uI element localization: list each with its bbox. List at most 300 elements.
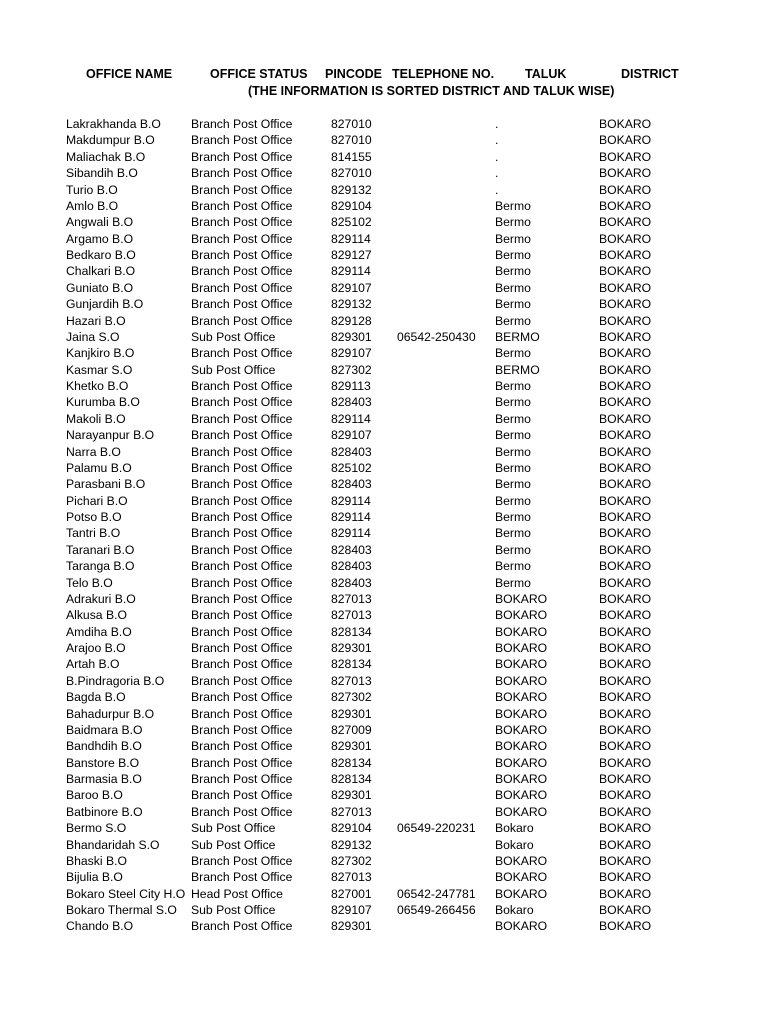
table-row (0, 427, 768, 443)
cell-district: BOKARO (599, 591, 652, 606)
cell-name: Taranari B.O (66, 542, 135, 557)
cell-name: Kasmar S.O (66, 362, 133, 377)
cell-name: Tantri B.O (66, 526, 121, 541)
cell-pin: 827009 (331, 722, 372, 737)
table-row (0, 280, 768, 296)
table-row (0, 656, 768, 672)
header-pincode: PINCODE (325, 67, 382, 81)
cell-taluk: BOKARO (495, 624, 548, 639)
office-table (0, 116, 768, 935)
cell-district: BOKARO (599, 722, 652, 737)
cell-name: Guniato B.O (66, 280, 134, 295)
cell-pin: 829104 (331, 198, 372, 213)
cell-pin: 829301 (331, 919, 372, 934)
cell-pin: 829107 (331, 346, 372, 361)
cell-tel: 06549-220231 (397, 821, 476, 836)
table-row (0, 706, 768, 722)
cell-pin: 827013 (331, 608, 372, 623)
cell-status: Sub Post Office (191, 837, 276, 852)
cell-status: Sub Post Office (191, 362, 276, 377)
cell-pin: 827001 (331, 886, 372, 901)
cell-district: BOKARO (599, 395, 652, 410)
cell-status: Branch Post Office (191, 788, 293, 803)
cell-pin: 829114 (331, 526, 371, 541)
cell-name: Arajoo B.O (66, 641, 126, 655)
cell-pin: 829114 (331, 231, 371, 246)
cell-district: BOKARO (599, 804, 652, 819)
cell-district: BOKARO (599, 460, 652, 475)
table-row (0, 132, 768, 148)
cell-name: Bokaro Steel City H.O (66, 886, 186, 901)
cell-status: Branch Post Office (191, 477, 293, 492)
cell-taluk: BOKARO (495, 853, 548, 868)
table-row (0, 771, 768, 787)
cell-taluk: Bermo (495, 264, 531, 279)
table-row (0, 263, 768, 279)
cell-taluk: Bermo (495, 198, 531, 213)
cell-taluk: Bermo (495, 575, 531, 590)
table-row (0, 231, 768, 247)
cell-taluk: . (495, 133, 499, 148)
table-row (0, 558, 768, 574)
cell-district: BOKARO (599, 641, 652, 655)
cell-name: Angwali B.O (66, 215, 134, 230)
cell-taluk: Bermo (495, 280, 531, 295)
table-row (0, 624, 768, 640)
cell-name: Barmasia B.O (66, 772, 142, 786)
cell-district: BOKARO (599, 493, 652, 508)
cell-district: BOKARO (599, 510, 652, 524)
cell-taluk: BOKARO (495, 641, 548, 655)
cell-name: Baidmara B.O (66, 722, 143, 737)
cell-taluk: . (495, 149, 499, 164)
cell-status: Branch Post Office (191, 460, 293, 475)
cell-district: BOKARO (599, 542, 652, 557)
cell-pin: 828403 (331, 477, 372, 492)
table-row (0, 820, 768, 836)
cell-name: Bandhdih B.O (66, 739, 142, 754)
cell-pin: 828134 (331, 755, 372, 770)
cell-status: Branch Post Office (191, 624, 293, 639)
cell-name: Jaina S.O (66, 329, 120, 344)
cell-name: Amlo B.O (66, 198, 119, 213)
cell-pin: 829114 (331, 264, 371, 279)
cell-pin: 827013 (331, 591, 372, 606)
cell-taluk: BOKARO (495, 657, 548, 672)
cell-name: Narra B.O (66, 444, 121, 459)
cell-taluk: Bermo (495, 313, 531, 328)
cell-name: Maliachak B.O (66, 149, 146, 164)
cell-pin: 829132 (331, 297, 372, 312)
table-row (0, 444, 768, 460)
cell-pin: 829301 (331, 706, 372, 721)
cell-taluk: BOKARO (495, 739, 548, 754)
cell-taluk: BERMO (495, 362, 540, 377)
cell-status: Branch Post Office (191, 493, 293, 508)
cell-pin: 828403 (331, 542, 372, 557)
cell-district: BOKARO (599, 346, 652, 361)
cell-district: BOKARO (599, 362, 652, 377)
cell-district: BOKARO (599, 739, 652, 754)
cell-name: Bokaro Thermal S.O (66, 903, 177, 917)
cell-district: BOKARO (599, 379, 652, 393)
cell-name: Bijulia B.O (66, 870, 123, 885)
cell-status: Branch Post Office (191, 379, 293, 393)
cell-district: BOKARO (599, 755, 652, 770)
cell-taluk: Bermo (495, 428, 531, 443)
cell-district: BOKARO (599, 477, 652, 492)
table-row (0, 378, 768, 394)
cell-district: BOKARO (599, 837, 652, 852)
cell-taluk: Bokaro (495, 837, 534, 852)
table-row (0, 460, 768, 476)
cell-pin: 827302 (331, 690, 372, 705)
cell-district: BOKARO (599, 411, 652, 426)
cell-name: Bedkaro B.O (66, 248, 136, 262)
cell-name: Argamo B.O (66, 231, 134, 246)
table-row (0, 918, 768, 934)
cell-status: Branch Post Office (191, 608, 293, 623)
cell-pin: 827302 (331, 853, 372, 868)
cell-pin: 827010 (331, 117, 372, 131)
cell-pin: 827013 (331, 870, 372, 885)
cell-name: Palamu B.O (66, 460, 132, 475)
cell-taluk: Bermo (495, 526, 531, 541)
cell-status: Branch Post Office (191, 575, 293, 590)
cell-status: Branch Post Office (191, 182, 293, 197)
cell-pin: 828134 (331, 624, 372, 639)
cell-taluk: BOKARO (495, 886, 548, 901)
cell-name: Chando B.O (66, 919, 134, 934)
cell-status: Branch Post Office (191, 264, 293, 279)
cell-district: BOKARO (599, 526, 652, 541)
cell-taluk: BOKARO (495, 755, 548, 770)
header-district: DISTRICT (621, 67, 679, 81)
cell-district: BOKARO (599, 329, 652, 344)
cell-status: Branch Post Office (191, 428, 293, 443)
cell-status: Branch Post Office (191, 346, 293, 361)
cell-district: BOKARO (599, 706, 652, 721)
cell-status: Branch Post Office (191, 739, 293, 754)
cell-taluk: BOKARO (495, 788, 548, 803)
cell-status: Branch Post Office (191, 411, 293, 426)
table-row (0, 394, 768, 410)
table-row (0, 362, 768, 378)
cell-name: Kanjkiro B.O (66, 346, 135, 361)
cell-pin: 814155 (331, 149, 372, 164)
cell-taluk: BOKARO (495, 804, 548, 819)
cell-pin: 829301 (331, 641, 372, 655)
cell-taluk: Bermo (495, 297, 531, 312)
cell-taluk: Bermo (495, 346, 531, 361)
cell-status: Branch Post Office (191, 297, 293, 312)
cell-district: BOKARO (599, 788, 652, 803)
cell-pin: 829132 (331, 837, 372, 852)
table-row (0, 837, 768, 853)
cell-taluk: Bermo (495, 510, 531, 524)
cell-district: BOKARO (599, 117, 652, 131)
cell-pin: 829301 (331, 788, 372, 803)
cell-pin: 829114 (331, 411, 371, 426)
cell-status: Branch Post Office (191, 231, 293, 246)
cell-name: Turio B.O (66, 182, 118, 197)
cell-status: Branch Post Office (191, 690, 293, 705)
cell-name: Baroo B.O (66, 788, 123, 803)
cell-district: BOKARO (599, 657, 652, 672)
cell-status: Branch Post Office (191, 722, 293, 737)
cell-name: B.Pindragoria B.O (66, 673, 165, 688)
table-row (0, 640, 768, 656)
cell-district: BOKARO (599, 624, 652, 639)
cell-pin: 829104 (331, 821, 372, 836)
cell-name: Bhandaridah S.O (66, 837, 160, 852)
table-row (0, 722, 768, 738)
cell-pin: 827013 (331, 804, 372, 819)
cell-status: Branch Post Office (191, 804, 293, 819)
table-row (0, 296, 768, 312)
cell-status: Branch Post Office (191, 395, 293, 410)
cell-district: BOKARO (599, 248, 652, 262)
cell-taluk: . (495, 182, 499, 197)
cell-taluk: Bokaro (495, 903, 534, 917)
cell-name: Sibandih B.O (66, 166, 138, 181)
cell-taluk: Bermo (495, 559, 531, 574)
cell-district: BOKARO (599, 870, 652, 885)
table-row (0, 345, 768, 361)
cell-taluk: BOKARO (495, 673, 548, 688)
header-telephone: TELEPHONE NO. (392, 67, 495, 81)
cell-status: Branch Post Office (191, 313, 293, 328)
cell-taluk: Bermo (495, 411, 531, 426)
cell-district: BOKARO (599, 182, 652, 197)
cell-taluk: BERMO (495, 329, 540, 344)
cell-status: Branch Post Office (191, 870, 293, 885)
cell-name: Taranga B.O (66, 559, 135, 574)
cell-name: Lakrakhanda B.O (66, 117, 161, 131)
cell-status: Branch Post Office (191, 755, 293, 770)
table-row (0, 886, 768, 902)
cell-district: BOKARO (599, 608, 652, 623)
cell-pin: 827302 (331, 362, 372, 377)
cell-pin: 829128 (331, 313, 372, 328)
cell-district: BOKARO (599, 575, 652, 590)
cell-pin: 828134 (331, 772, 372, 786)
cell-pin: 828403 (331, 559, 372, 574)
cell-name: Bhaski B.O (66, 853, 127, 868)
header-taluk: TALUK (525, 67, 567, 81)
table-header (0, 67, 768, 84)
cell-district: BOKARO (599, 444, 652, 459)
table-row (0, 525, 768, 541)
cell-taluk: BOKARO (495, 690, 548, 705)
cell-district: BOKARO (599, 821, 652, 836)
cell-status: Sub Post Office (191, 903, 276, 917)
cell-district: BOKARO (599, 297, 652, 312)
cell-status: Branch Post Office (191, 248, 293, 262)
cell-name: Telo B.O (66, 575, 113, 590)
table-row (0, 411, 768, 427)
table-row (0, 607, 768, 623)
cell-district: BOKARO (599, 264, 652, 279)
cell-name: Khetko B.O (66, 379, 129, 393)
cell-taluk: . (495, 117, 499, 131)
cell-taluk: BOKARO (495, 608, 548, 623)
cell-name: Adrakuri B.O (66, 591, 136, 606)
cell-status: Branch Post Office (191, 444, 293, 459)
table-row (0, 214, 768, 230)
cell-taluk: Bermo (495, 248, 531, 262)
cell-taluk: Bokaro (495, 821, 534, 836)
header-office-status: OFFICE STATUS (210, 67, 308, 81)
cell-taluk: BOKARO (495, 591, 548, 606)
cell-name: Chalkari B.O (66, 264, 136, 279)
cell-district: BOKARO (599, 559, 652, 574)
cell-status: Branch Post Office (191, 919, 293, 934)
cell-status: Branch Post Office (191, 117, 293, 131)
cell-taluk: Bermo (495, 542, 531, 557)
table-row (0, 575, 768, 591)
cell-taluk: Bermo (495, 477, 531, 492)
cell-status: Branch Post Office (191, 149, 293, 164)
cell-status: Branch Post Office (191, 510, 293, 524)
cell-status: Branch Post Office (191, 657, 293, 672)
table-row (0, 755, 768, 771)
table-row (0, 853, 768, 869)
cell-district: BOKARO (599, 149, 652, 164)
cell-pin: 829114 (331, 493, 371, 508)
table-row (0, 787, 768, 803)
cell-status: Branch Post Office (191, 706, 293, 721)
cell-name: Makoli B.O (66, 411, 126, 426)
cell-pin: 828403 (331, 575, 372, 590)
cell-pin: 828403 (331, 444, 372, 459)
table-row (0, 116, 768, 132)
cell-status: Sub Post Office (191, 821, 276, 836)
table-row (0, 591, 768, 607)
table-row (0, 247, 768, 263)
cell-district: BOKARO (599, 231, 652, 246)
cell-taluk: BOKARO (495, 772, 548, 786)
cell-name: Batbinore B.O (66, 804, 143, 819)
cell-name: Amdiha B.O (66, 624, 132, 639)
cell-pin: 829301 (331, 329, 372, 344)
cell-status: Branch Post Office (191, 198, 293, 213)
cell-pin: 829113 (331, 379, 371, 393)
cell-tel: 06542-250430 (397, 329, 476, 344)
cell-pin: 828134 (331, 657, 372, 672)
cell-pin: 827013 (331, 673, 372, 688)
cell-district: BOKARO (599, 903, 652, 917)
table-row (0, 476, 768, 492)
table-row (0, 673, 768, 689)
cell-name: Bagda B.O (66, 690, 126, 705)
cell-taluk: Bermo (495, 493, 531, 508)
cell-pin: 825102 (331, 460, 372, 475)
table-row (0, 804, 768, 820)
cell-name: Parasbani B.O (66, 477, 146, 492)
cell-district: BOKARO (599, 166, 652, 181)
table-row (0, 198, 768, 214)
cell-taluk: BOKARO (495, 870, 548, 885)
cell-pin: 829301 (331, 739, 372, 754)
cell-status: Head Post Office (191, 886, 283, 901)
table-row (0, 689, 768, 705)
cell-taluk: Bermo (495, 379, 531, 393)
cell-status: Branch Post Office (191, 280, 293, 295)
cell-pin: 827010 (331, 166, 372, 181)
header-office-name: OFFICE NAME (86, 67, 173, 81)
cell-district: BOKARO (599, 886, 652, 901)
cell-district: BOKARO (599, 215, 652, 230)
cell-pin: 829127 (331, 248, 372, 262)
cell-taluk: Bermo (495, 395, 531, 410)
cell-pin: 829107 (331, 428, 372, 443)
cell-status: Sub Post Office (191, 329, 276, 344)
cell-status: Branch Post Office (191, 166, 293, 181)
cell-name: Bahadurpur B.O (66, 706, 155, 721)
cell-name: Banstore B.O (66, 755, 140, 770)
cell-pin: 829132 (331, 182, 372, 197)
cell-taluk: Bermo (495, 460, 531, 475)
cell-district: BOKARO (599, 853, 652, 868)
table-row (0, 509, 768, 525)
cell-district: BOKARO (599, 673, 652, 688)
cell-pin: 829107 (331, 280, 372, 295)
cell-name: Makdumpur B.O (66, 133, 155, 148)
cell-district: BOKARO (599, 133, 652, 148)
cell-pin: 829114 (331, 510, 371, 524)
cell-taluk: BOKARO (495, 722, 548, 737)
cell-district: BOKARO (599, 280, 652, 295)
cell-tel: 06542-247781 (397, 886, 476, 901)
cell-taluk: Bermo (495, 231, 531, 246)
cell-name: Bermo S.O (66, 821, 127, 836)
table-row (0, 182, 768, 198)
table-row (0, 902, 768, 918)
cell-status: Branch Post Office (191, 853, 293, 868)
cell-district: BOKARO (599, 313, 652, 328)
cell-pin: 825102 (331, 215, 372, 230)
cell-status: Branch Post Office (191, 215, 293, 230)
cell-taluk: Bermo (495, 444, 531, 459)
cell-district: BOKARO (599, 198, 652, 213)
cell-taluk: . (495, 166, 499, 181)
cell-name: Alkusa B.O (66, 608, 127, 623)
table-row (0, 542, 768, 558)
table-row (0, 165, 768, 181)
cell-name: Hazari B.O (66, 313, 126, 328)
cell-tel: 06549-266456 (397, 903, 476, 917)
table-row (0, 493, 768, 509)
cell-status: Branch Post Office (191, 133, 293, 148)
cell-status: Branch Post Office (191, 673, 293, 688)
cell-district: BOKARO (599, 772, 652, 786)
cell-status: Branch Post Office (191, 542, 293, 557)
table-row (0, 149, 768, 165)
cell-status: Branch Post Office (191, 772, 293, 786)
cell-name: Pichari B.O (66, 493, 128, 508)
table-row (0, 313, 768, 329)
cell-district: BOKARO (599, 919, 652, 934)
cell-name: Narayanpur B.O (66, 428, 155, 443)
cell-name: Potso B.O (66, 510, 122, 524)
cell-status: Branch Post Office (191, 559, 293, 574)
cell-status: Branch Post Office (191, 591, 293, 606)
cell-name: Kurumba B.O (66, 395, 140, 410)
table-row (0, 329, 768, 345)
cell-pin: 827010 (331, 133, 372, 148)
cell-pin: 829107 (331, 903, 372, 917)
